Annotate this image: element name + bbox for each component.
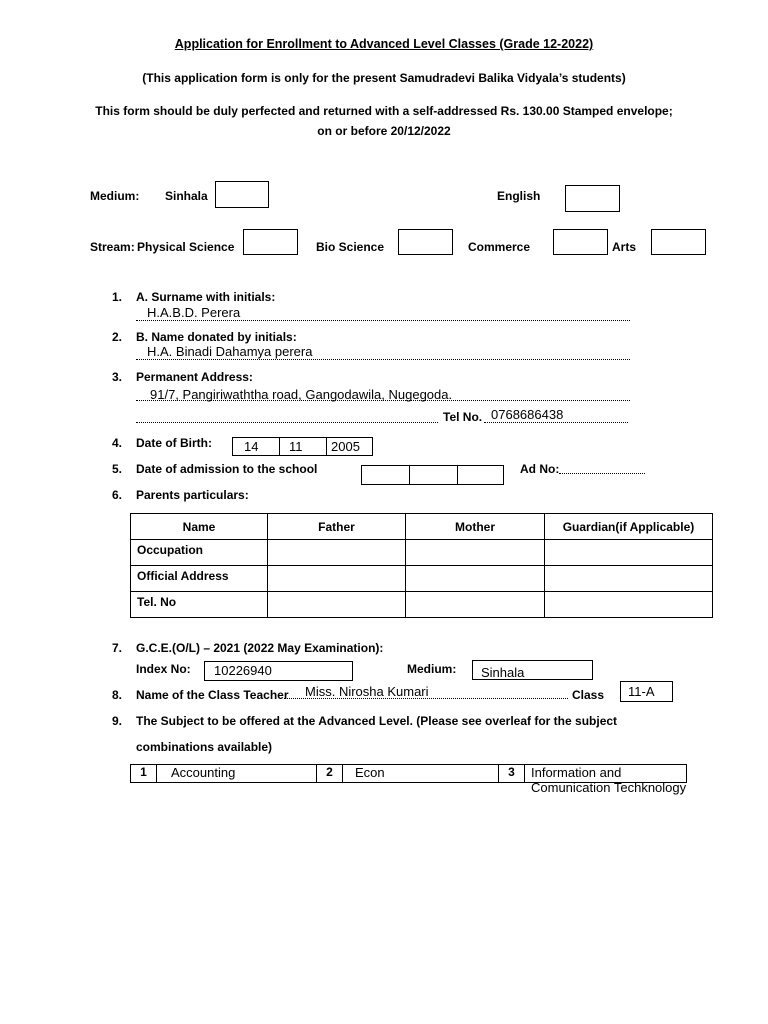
ol-medium-field[interactable] — [472, 660, 593, 680]
surname-dotted-line — [136, 320, 630, 321]
form-title: Application for Enrollment to Advanced Level Classes (Grade 12-2022) — [174, 37, 594, 51]
q4-label: Date of Birth: — [136, 436, 212, 450]
subject-2-value[interactable]: Econ — [343, 765, 499, 783]
table-row — [131, 592, 713, 618]
medium-english-checkbox[interactable] — [565, 185, 620, 212]
address-dotted-line-2 — [136, 422, 438, 423]
mother-address-cell[interactable] — [406, 566, 545, 592]
ol-medium-value: Sinhala — [481, 665, 525, 680]
guardian-occupation-cell[interactable] — [545, 540, 713, 566]
name-value[interactable]: H.A. Binadi Dahamya perera — [147, 344, 313, 359]
q9-number: 9. — [112, 714, 123, 728]
father-tel-cell[interactable] — [268, 592, 406, 618]
q2-number: 2. — [112, 330, 123, 344]
q4-number: 4. — [112, 436, 123, 450]
table-row — [131, 566, 713, 592]
medium-label: Medium: — [90, 189, 140, 203]
q9-label-line-1: The Subject to be offered at the Advanced Level. (Please see overleaf for the subject — [136, 714, 618, 728]
stream-bio-science-checkbox[interactable] — [398, 229, 453, 255]
guardian-tel-cell[interactable] — [545, 592, 713, 618]
q2-label: B. Name donated by initials: — [136, 330, 297, 344]
q5-number: 5. — [112, 462, 123, 476]
class-field[interactable] — [620, 681, 673, 702]
q7-label: G.C.E.(O/L) – 2021 (2022 May Examination): — [136, 641, 384, 655]
form-subtitle: (This application form is only for the present Samudradevi Balika Vidyala’s students) — [142, 71, 626, 85]
q9-label-line-2: combinations available) — [136, 740, 273, 754]
class-teacher-value[interactable]: Miss. Nirosha Kumari — [305, 684, 429, 699]
stream-commerce-checkbox[interactable] — [553, 229, 608, 255]
medium-sinhala-label: Sinhala — [165, 189, 208, 203]
dob-day-value[interactable]: 14 — [244, 439, 259, 454]
index-no-label: Index No: — [136, 662, 191, 676]
index-no-value: 10226940 — [214, 663, 272, 678]
q6-label: Parents particulars: — [136, 488, 249, 502]
table-header: Father — [268, 514, 406, 540]
subject-3-number: 3 — [499, 765, 525, 783]
subject-3-value: Information and Comunication Techknology — [531, 765, 687, 795]
subject-1-value[interactable]: Accounting — [157, 765, 317, 783]
q8-number: 8. — [112, 688, 123, 702]
table-header: Guardian(if Applicable) — [545, 514, 713, 540]
address-value[interactable]: 91/7, Pangiriwaththa road, Gangodawila, Nugegoda. — [150, 387, 453, 402]
subject-3-cell[interactable] — [525, 765, 687, 795]
name-dotted-line — [136, 359, 630, 360]
dob-year-value[interactable]: 2005 — [331, 439, 360, 454]
q3-number: 3. — [112, 370, 123, 384]
table-row — [131, 765, 687, 783]
admission-date-box[interactable] — [361, 465, 504, 485]
q1-number: 1. — [112, 290, 123, 304]
class-label: Class — [572, 688, 605, 702]
subject-2-number: 2 — [317, 765, 343, 783]
dob-box — [232, 437, 373, 456]
row-label-official-address: Official Address — [131, 566, 268, 592]
father-address-cell[interactable] — [268, 566, 406, 592]
tel-dotted-line — [484, 422, 628, 423]
medium-english-label: English — [497, 189, 541, 203]
subjects-table — [130, 764, 687, 795]
stream-arts-checkbox[interactable] — [651, 229, 706, 255]
q6-number: 6. — [112, 488, 123, 502]
ad-no-dotted-line[interactable] — [559, 473, 645, 474]
address-dotted-line-1 — [136, 400, 630, 401]
tel-label: Tel No. — [443, 410, 483, 424]
mother-occupation-cell[interactable] — [406, 540, 545, 566]
q7-number: 7. — [112, 641, 123, 655]
instruction-line-2: on or before 20/12/2022 — [317, 124, 451, 138]
instruction-line-1: This form should be duly perfected and returned with a self-addressed Rs. 130.00 Stamped envelope; — [95, 104, 673, 118]
surname-value[interactable]: H.A.B.D. Perera — [147, 305, 241, 320]
stream-bio-science-label: Bio Science — [316, 240, 385, 254]
subject-1-number: 1 — [131, 765, 157, 783]
stream-physical-science-label: Physical Science — [137, 240, 235, 254]
medium-sinhala-checkbox[interactable] — [215, 181, 269, 208]
table-row — [131, 514, 713, 540]
ol-medium-label: Medium: — [407, 662, 457, 676]
table-header: Mother — [406, 514, 545, 540]
index-no-field[interactable] — [204, 661, 353, 681]
class-teacher-label: Name of the Class Teacher — [136, 688, 289, 702]
stream-arts-label: Arts — [612, 240, 637, 254]
q5-label: Date of admission to the school — [136, 462, 318, 476]
ad-no-label: Ad No: — [520, 462, 560, 476]
stream-physical-science-checkbox[interactable] — [243, 229, 298, 255]
row-label-occupation: Occupation — [131, 540, 268, 566]
stream-commerce-label: Commerce — [468, 240, 531, 254]
q3-label: Permanent Address: — [136, 370, 253, 384]
table-header: Name — [131, 514, 268, 540]
father-occupation-cell[interactable] — [268, 540, 406, 566]
stream-label: Stream: — [90, 240, 135, 254]
parents-table — [130, 513, 713, 618]
dob-month-value[interactable]: 11 — [289, 439, 303, 454]
guardian-address-cell[interactable] — [545, 566, 713, 592]
tel-value[interactable]: 0768686438 — [491, 407, 564, 422]
mother-tel-cell[interactable] — [406, 592, 545, 618]
q1-label: A. Surname with initials: — [136, 290, 276, 304]
row-label-tel-no: Tel. No — [131, 592, 268, 618]
table-row — [131, 540, 713, 566]
class-value: 11-A — [628, 684, 655, 699]
